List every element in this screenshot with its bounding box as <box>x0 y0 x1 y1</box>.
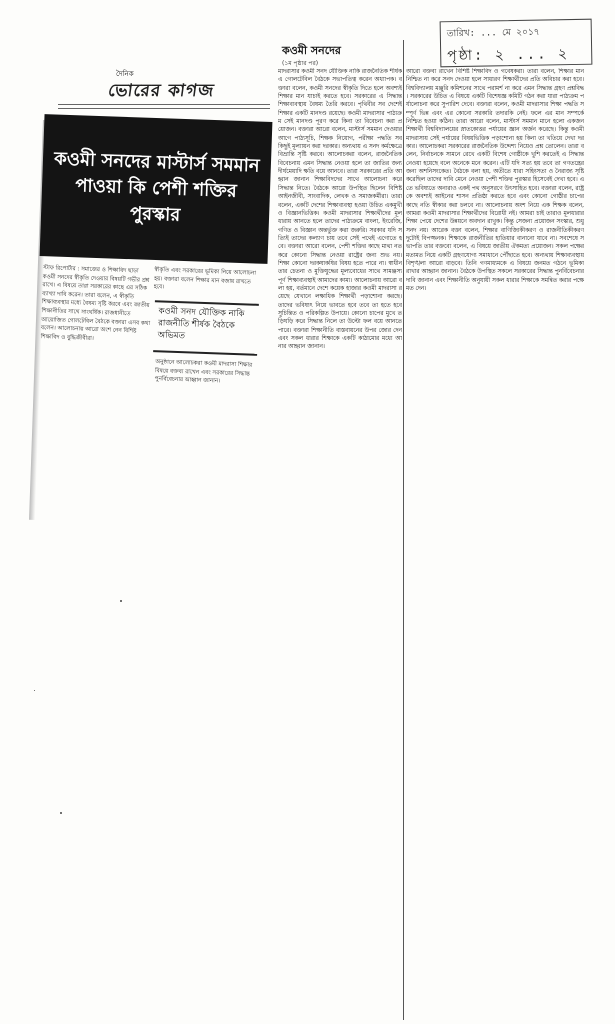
stamp-date: তারিখ: ... মে ২০১৭ <box>446 27 540 40</box>
article-column-2: আরো বক্তব্য রাখেন বিশিষ্ট শিক্ষাবিদ ও গবেষকরা। তারা বলেন, শিক্ষার মান নিশ্চিত না করে সনদ দেওয়া হলে সাধারণ শিক্ষার্থীদের প্রতি অবিচার করা হবে। বিশ্ববিদ্যালয় মঞ্জুরি কমিশনের সাথে পরামর্শ না করে এমন সিদ্ধান্ত গ্রহণ প্রশ্নবিদ্ধ। সরকারের উচিত এ বিষয়ে একটি বিশেষজ্ঞ কমিটি গঠন করা যারা পাঠ্যক্রম পর্যালোচনা করে সুপারিশ দেবে। বক্তারা বলেন, কওমী মাদরাসার শিক্ষা পদ্ধতি সম্পূর্ণ ভিন্ন এবং এর কোনো সরকারি তদারকি নেই। ফলে এর মান সম্পর্কে নিশ্চিত হওয়া কঠিন। তারা আরো বলেন, মাস্টার্স সমমান মানে হলো একজন শিক্ষার্থী বিশ্ববিদ্যালয়ের স্নাতকোত্তর পর্যায়ের জ্ঞান অর্জন করেছে। কিন্তু কওমী মাদরাসায় সেই পর্যায়ের বিষয়ভিত্তিক পড়াশোনা হয় কিনা তা খতিয়ে দেখা দরকার। আলোচকরা সরকারের রাজনৈতিক উদ্দেশ্য নিয়েও প্রশ্ন তোলেন। তারা বলেন, নির্বাচনকে সামনে রেখে একটি বিশেষ গোষ্ঠীকে খুশি করতেই এ সিদ্ধান্ত নেওয়া হয়েছে বলে অনেকে মনে করেন। এটি যদি সত্য হয় তবে তা গণতন্ত্রের জন্য অশনিসংকেত। বৈঠকে বলা হয়, অতীতে যারা সহিংসতা ও নৈরাজ্য সৃষ্টি করেছিল তাদের দাবি মেনে নেওয়া পেশী শক্তির পুরস্কার হিসেবেই দেখা হবে। এতে ভবিষ্যতে অন্যরাও একই পথ অনুসরণে উৎসাহিত হবে। বক্তারা বলেন, রাষ্ট্রকে অবশ্যই আইনের শাসন প্রতিষ্ঠা করতে হবে এবং কোনো গোষ্ঠীর চাপের কাছে নতি স্বীকার করা চলবে না। আলোচনায় অংশ নিয়ে এক শিক্ষক বলেন, আমরা কওমী মাদরাসার শিক্ষার্থীদের বিরোধী নই। আমরা চাই তারাও মূলধারার শিক্ষা পেয়ে দেশের উন্নয়নে অবদান রাখুক। কিন্তু সেজন্য প্রয়োজন সংস্কার, শুধু সনদ নয়। আরেক বক্তা বলেন, শিক্ষার বাণিজ্যিকীকরণ ও রাজনীতিকীকরণ দুটোই বিপজ্জনক। শিক্ষাকে রাজনীতির হাতিয়ার বানানো যাবে না। সবশেষে সভাপতি তার বক্তব্যে বলেন, এ বিষয়ে জাতীয় ঐকমত্য প্রয়োজন। সকল পক্ষের মতামত নিয়ে একটি গ্রহণযোগ্য সমাধানে পৌঁছাতে হবে। অন্যথায় শিক্ষাব্যবস্থায় বিশৃঙ্খলা আরো বাড়বে। তিনি গণমাধ্যমকে এ বিষয়ে জনমত গঠনে ভূমিকা রাখার আহ্বান জানান। বৈঠকে উপস্থিত সকলে সরকারের সিদ্ধান্ত পুনর্বিবেচনার দাবি জানান এবং শিক্ষানীতি অনুযায়ী সকল ধারার শিক্ষাকে সমন্বিত করার পক্ষে মত দেন। <box>406 69 584 292</box>
article-byline: (১ম পৃষ্ঠার পর) <box>282 60 319 67</box>
headline-box <box>40 114 273 264</box>
masthead-rule-2 <box>58 108 270 109</box>
headline-text: কওমী সনদের মাস্টার্স সমমান পাওয়া কি পেশী শক্তির পুরস্কার <box>53 148 260 226</box>
scan-speck <box>120 600 122 602</box>
subhead-box <box>153 300 259 356</box>
masthead-rule <box>58 104 270 105</box>
newspaper-logo: ভোরের কাগজ <box>106 81 216 101</box>
column-divider <box>403 40 404 1020</box>
masthead-small-label: দৈনিক <box>116 70 134 78</box>
subhead-text: কওমী সনদ যৌক্তিক নাকি রাজনীতি শীর্ষক বৈঠকে অভিমত <box>157 306 245 342</box>
lead-paragraph-1: স্টাফ রিপোর্টার : সমাজের ও শিক্ষাবিদ ছাড়া কওমী সনদের স্বীকৃতি দেওয়ার বিষয়টি গভীর প্রশ্ন রাখে। এ বিষয়ে তারা সরকারের কাছে এর সঠিক ব্যাখ্যা দাবি করেন। তারা বলেন, এ স্বীকৃতি শিক্ষাব্যবস্থার মধ্যে বৈষম্য সৃষ্টি করবে এবং জাতীয় শিক্ষানীতির সাথে সাংঘর্ষিক। রাজধানীতে আয়োজিত গোলটেবিল বৈঠকে বক্তারা এসব কথা বলেন। আলোচনায় আরো অংশ নেন বিশিষ্ট শিক্ষাবিদ ও বুদ্ধিজীবীরা। <box>40 265 151 342</box>
article-column-1: মাদরাসার কওমী সনদ যৌক্তিক নাকি রাজনৈতিক শীর্ষক এ গোলটেবিল বৈঠকে সভাপতিত্ব করেন অধ্যাপক। বক্তারা বলেন, কওমী সনদের স্বীকৃতি দিতে হলে অবশ্যই শিক্ষার মান যাচাই করতে হবে। সরকারের এ সিদ্ধান্ত শিক্ষাব্যবস্থায় বৈষম্য তৈরি করবে। পৃথিবীর সব দেশেই শিক্ষার একটি মানদণ্ড রয়েছে। কওমী মাদরাসার পাঠ্যক্রম সেই মানদণ্ড পূরণ করে কিনা তা বিবেচনা করা প্রয়োজন। বক্তারা আরো বলেন, মাস্টার্স সমমান দেওয়ার আগে পাঠ্যসূচি, শিক্ষক নিয়োগ, পরীক্ষা পদ্ধতি সবকিছুই মূল্যায়ন করা দরকার। অন্যথায় এ সনদ কর্মক্ষেত্রে বিভ্রান্তি সৃষ্টি করবে। আলোচকরা বলেন, রাজনৈতিক বিবেচনায় এমন সিদ্ধান্ত নেওয়া হলে তা জাতির জন্য দীর্ঘমেয়াদি ক্ষতি বয়ে আনবে। তারা সরকারের প্রতি আহ্বান জানান শিক্ষাবিদদের সাথে আলোচনা করে সিদ্ধান্ত নিতে। বৈঠকে আরো উপস্থিত ছিলেন বিশিষ্ট আইনজীবী, সাংবাদিক, লেখক ও সমাজকর্মীরা। তারা বলেন, একটি দেশের শিক্ষাব্যবস্থা হওয়া উচিত একমুখী ও বিজ্ঞানভিত্তিক। কওমী মাদরাসার শিক্ষার্থীদের মূলধারায় আনতে হলে তাদের পাঠ্যক্রমে বাংলা, ইংরেজি, গণিত ও বিজ্ঞান অন্তর্ভুক্ত করা জরুরি। সরকার যদি সত্যিই তাদের কল্যাণ চায় তবে সেই পথেই এগোতে হবে। বক্তারা আরো বলেন, পেশী শক্তির কাছে মাথা নত করে কোনো সিদ্ধান্ত নেওয়া রাষ্ট্রের জন্য শুভ নয়। শিক্ষা কোনো দরকষাকষির বিষয় হতে পারে না। স্বাধীনতার চেতনা ও মুক্তিযুদ্ধের মূল্যবোধের সাথে সামঞ্জস্যপূর্ণ শিক্ষাব্যবস্থাই আমাদের কাম্য। আলোচনায় আরো বলা হয়, বর্তমানে দেশে কয়েক হাজার কওমী মাদরাসা রয়েছে যেখানে লক্ষাধিক শিক্ষার্থী পড়াশোনা করছে। তাদের ভবিষ্যৎ নিয়ে ভাবতে হবে তবে তা হতে হবে সুচিন্তিত ও পরিকল্পিত উপায়ে। কোনো চাপের মুখে তড়িঘড়ি করে সিদ্ধান্ত নিলে তা উল্টো ফল বয়ে আনতে পারে। বক্তারা শিক্ষানীতি বাস্তবায়নের উপর জোর দেন এবং সকল ধারার শিক্ষাকে একটি কাঠামোর মধ্যে আনার আহ্বান জানান। <box>278 69 402 351</box>
stamp-page: পৃষ্ঠা: ২ ... ২ <box>447 46 570 65</box>
lead-paragraph-2: স্বীকৃতি এবং সরকারের ভূমিকা নিয়ে আলোচনা হয়। বক্তারা বলেন শিক্ষার মান বজায় রাখতে হবে। <box>153 267 256 291</box>
scan-speck <box>34 690 35 691</box>
date-page-stamp <box>440 19 593 68</box>
scan-speck <box>60 812 62 814</box>
lead-paragraph-3: অনুষ্ঠানে আলোচকরা কওমী মাদরাসা শিক্ষার বিষয়ে বক্তব্য রাখেন এবং সরকারের সিদ্ধান্ত পুনর্বিবেচনার আহ্বান জানান। <box>154 359 253 385</box>
article-title: কওমী সনদের <box>282 44 341 57</box>
